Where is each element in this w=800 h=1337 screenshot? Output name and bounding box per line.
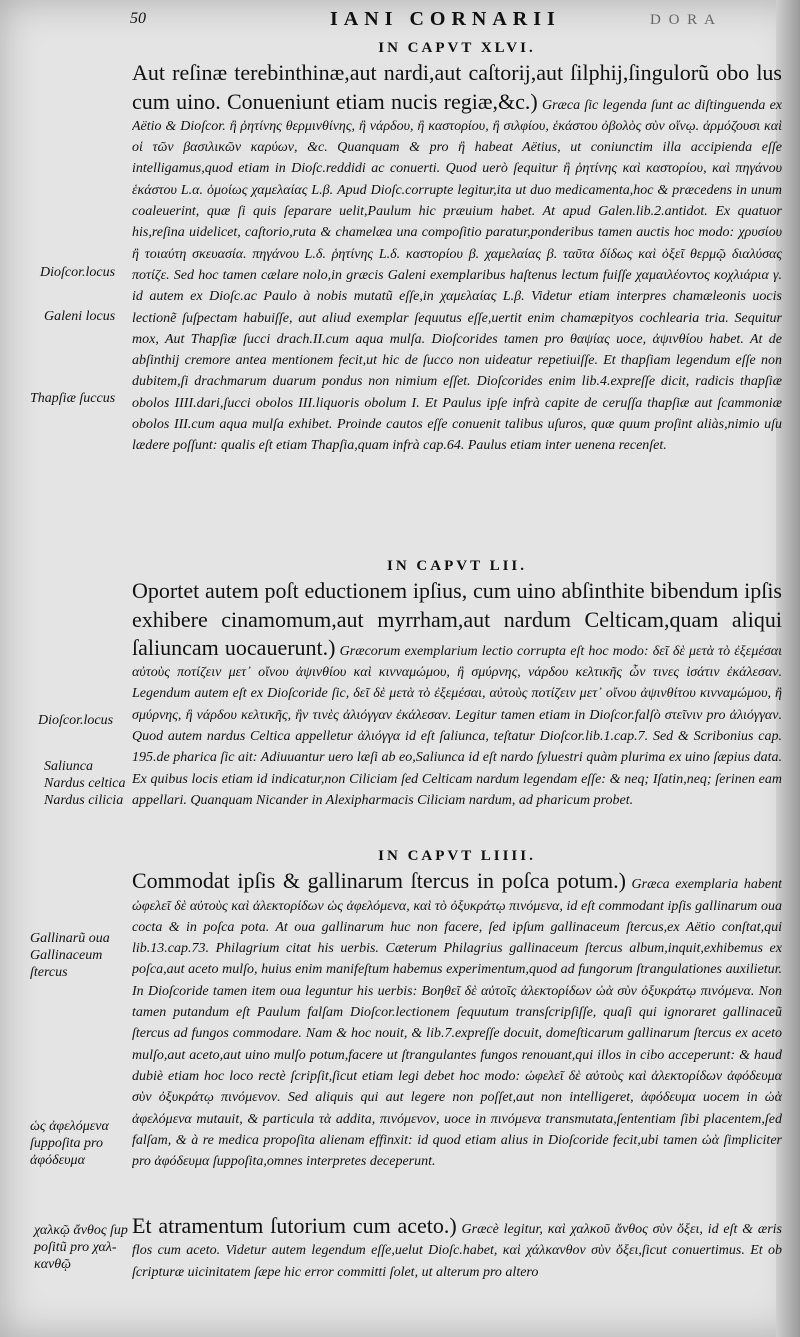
section-body (132, 1212, 782, 1283)
section-title: IN CAPVT LII. (387, 558, 527, 574)
margin-note-saliunca: Saliunca Nardus celtica Nardus cilicia (44, 759, 126, 808)
commentary: Græca exemplaria habent ὠφελεῖ δὲ αὐτοὺς καὶ ἀλεκτορίδων ὡς ἀφελόμενα, καὶ τὸ ὀξυκράτῳ πινόμενα, id eſt commodant ipſis gallinarum oua cocta & in poſca pota. At oua gallinarum huc non facere, ſed ipſum gallinaceum ſtercus,ex Aëtio conſtat,qui lib.13.cap.73. Philagrium citat his uerbis. Cæterum Philagrius gallinaceum ſtercus album,inquit,exhibemus ex poſca,aut aceto mulſo, huius enim manifeſtum habemus experimentum,quod ad fungorum ſtrangulationes auxilietur. In Dioſcoride tamen item oua leguntur his uerbis: Βοηθεῖ δὲ αὐτοῖς ἀλεκτορίδων ὠὰ σὺν ὀξυκράτῳ πινόμενα. Non tamen putandum eſt Paulum falſam Dioſcor.lectionem ſequutum transſcripſiſſe, quaſi qui ignoraret gallinaceũ ſtercus ad fungos commodare. Nam & hoc nouit, & lib.7.expreſſe docuit, domeſticarum gallinarum ſtercus ex aceto mulſo,aut aceto,aut uino mulſo potum,facere ut ſtrangulantes fungos renouant,qui illos in cibo acceperunt: & haud dubiè etiam hoc loco rectè ſcripſit,ſicut etiam legi debet hoc modo: ὠφελεῖ δὲ αὐτοὺς καὶ ἀλεκτορίδων ἀφόδευμα σὺν ὀξυκράτῳ πινόμενον. Sed aliquis qui aut legere non poſſet,aut non intelligeret, ἀφόδευμα uocem in ὠὰ ἀφελόμενα mutauit, & particula τὰ addita, πινόμενον, uoce in πινόμενα transmutata,ſententiam ſibi placentem,ſed falſam, & à re medica propoſita alienam effinxit: id quod etiam alius in Dioſcoride fecit,ubi tamen ὠὰ ſimpliciter pro ἀφόδευμα ſuppoſita,omnes interpretes deceperunt. (132, 877, 782, 1170)
margin-note-greek-supposita: ὡς ἀφελόμενα ſuppoſita pro ἀφόδευμα (30, 1119, 109, 1168)
section-body (132, 867, 782, 1172)
page-number: 50 (130, 10, 146, 27)
lemma: Aut reſinæ terebinthinæ,aut nardi,aut caſtorij,aut ſilphij,ſingulorũ obo lus cum uino. Conueniunt etiam nucis regiæ,&c.) (132, 60, 782, 114)
section-title: IN CAPVT XLVI. (378, 40, 536, 56)
commentary: Græcorum exemplarium lectio corrupta eſt hoc modo: δεῖ δὲ μετὰ τὸ ἐξεμέσαι αὐτοὺς ποτίζειν μετ᾽ οἴνου ἀψινθίου καὶ κινναμώμου, ἢ σμύρνης, νάρδου κελτικῆς ὧν τινες ἰσάτιν ἐκάλεσαν. Legendum autem eſt ex Dioſcoride ſic, δεῖ δὲ μετὰ τὸ ἐξεμέσαι, αὐτοὺς ποτίζειν μετ᾽ οἴνου ἀψινθίτου κινναμώμου, ἢ σμύρνης, ἢ νάρδου κελτικῆς, ἣν τινὲς ἀλιόγγαν ἐκάλεσαν. Legitur tamen etiam in Dioſcor.falſò στεῖνιν pro ἀλιόγγαν. Quod autem nardus Celtica appelletur ἀλιόγγα id eſt ſaliunca, teſtatur Dioſcor.lib.1.cap.7. Sed & Scribonius cap. 195.de pharica ſic ait: Adiuuantur uero læſi ab eo,Saliunca id eſt nardo ſyluestri quàm plurima ex uino ſæpius data. Ex quibus locis etiam id indicatur,non Ciliciam ſed Celticam nardum legendam eſſe: & neq; Iſatin,neq; ſerinen eam appellari. Quanquam Nicander in Alexipharmacis Ciliciam nardum, ad pharicum probet. (132, 643, 782, 808)
section-body (132, 59, 782, 456)
section-title: IN CAPVT LIIII. (378, 848, 536, 864)
section-body (132, 577, 782, 811)
margin-note-dioscor: Dioſcor.locus (40, 265, 116, 280)
margin-note-thapsia: Thapſiæ ſuccus (30, 391, 116, 406)
commentary: Græcè legitur, καὶ χαλκοῦ ἄνθος σὺν ὄξει, id eſt & æris flos cum aceto. Videtur autem legendum eſſe,uelut Dioſc.habet, καὶ χάλκανθον σὺν ὄξει,ſicut conuertimus. Et ob ſcripturæ uicinitatem ſæpe hic error committi ſolet, ut alterum pro altero (132, 1222, 782, 1280)
margin-note-dioscor-2: Dioſcor.locus (38, 713, 114, 728)
commentary: Græca ſic legenda ſunt ac diſtinguenda ex Aëtio & Dioſcor. ἢ ῥητίνης θερμινθίνης, ἢ νάρδου, ἢ καστορίου, ἢ σιλφίου, ἑκάστου ὀβολὸς σὺν οἴνῳ. ἁρμόζουσι καὶ οἱ τῶν βασιλικῶν καρύων, &c. Quanquam & pro ἢ habeat Aëtius, ut coniunctim illa accipienda eſſe intelligamus,quod etiam in Dioſc.reddidi ac conuerti. Quod uerò ſequitur ἢ ῥητίνης καὶ καστορίου, καὶ πηγάνου ἑκάστου L.α. ὁμοίως χαμελαίας L.β. Apud Dioſc.corrupte legitur,ita ut duo medicamenta,hoc & præcedens in unum coaleuerint, quæ ſi quis ſeparare uelit,Paulum hic præuium habet. At apud Galen.lib.2.antidot. Ex quatuor his,reſina uidelicet, caſtorio,ruta & chamelæa una compoſitio paratur,ponderibus tamen auctis hoc modo: χρυσίου ἢ τοιαύτη σκευασία. πηγάνου L.δ. ῥητίνης L.δ. καστορίου β. χαμελαίας β. ταῦτα δίδως καὶ ὀξεῖ θερμῷ διαλύσας ποτίζε. Sed hoc tamen cælare nolo,in græcis Galeni exemplaribus haſtenus lectum fuiſſe χαμαιλέοντος κοχλιάρια γ. id autem ex Dioſc.ac Paulo à nobis mutatũ eſſe,in χαμελαίας L.β. Videtur etiam interpres chamæleonis uocis lectionẽ ſuſpectam habuiſſe, aut aliud exemplar ſequutus eſſe,uertit enim chamæpityos cochlearia tria. Sequitur mox, Aut Thapſiæ ſucci drach.II.cum aqua mulſa. Dioſcorides tamen pro θαψίας uoce, ἀψινθίου habet. At de abſinthij cremore antea mentionem fecit,ut hic de ſucco non uideatur repetiuiſſe. Et thapſiam legendum eſſe non dubitem,ſi drachmarum duarum pondus non nimium eſſet. Dioſcorides enim lib.4.expreſſe dicit, radicis thapſiæ obolos IIII.dari,ſucci obolos III.liquoris obolum I. Et Paulus ipſe infrà capite de ceruſſa thapſiæ aut ſcammoniæ obolos III.cum aqua mulſa exhibet. Proinde cautos eſſe conuenit talibus uſuros, quæ quum proſint aliàs,nimio uſu lædere poſſunt: qualis eſt etiam Thapſia,quam infrà cap.64. Paulus etiam inter uenena recenſet. (132, 97, 782, 454)
margin-note-chalk: χαλκῷ ἄνθος ſup poſitũ pro χαλ- κανθῷ (34, 1223, 128, 1272)
lemma: Commodat ipſis & gallinarum ſtercus in poſca potum.) (132, 868, 626, 894)
lemma: Et atramentum ſutorium cum aceto.) (132, 1213, 457, 1238)
margin-note-galeni: Galeni locus (44, 309, 116, 324)
bleed-through-text: D O R A (650, 12, 717, 28)
section-caput-52 (132, 556, 782, 840)
lemma: Oportet autem poſt eductionem ipſius, cum uino abſinthite bibendum ipſis exhibere cinamomum,aut myrrham,aut nardum Celticam,quam aliqui ſaliuncam uocauerunt.) (132, 578, 782, 660)
section-atramentum (132, 1212, 782, 1330)
section-caput-46 (132, 38, 782, 548)
running-head: IANI CORNARII (330, 8, 561, 30)
page-header (130, 10, 790, 34)
section-caput-54 (132, 846, 782, 1206)
margin-note-gallinarum: Gallinarũ oua Gallinaceum ſtercus (30, 931, 110, 980)
